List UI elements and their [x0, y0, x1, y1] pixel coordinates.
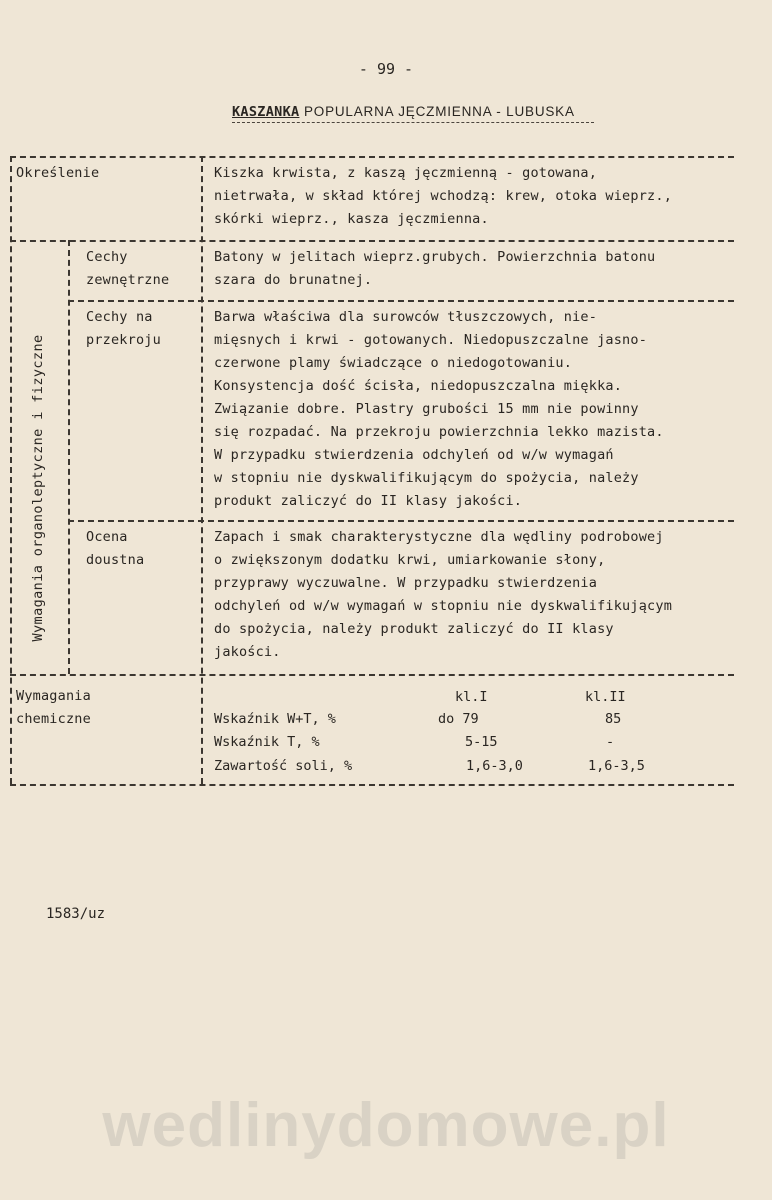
title-bold: KASZANKA [232, 104, 300, 120]
cechy-przekroj-text: Barwa właściwa dla surowców tłuszczowych, nie- mięsnych i krwi - gotowanych. Niedopuszczalne jasno- czerwone plamy świadczące o niedogotowaniu. Konsystencja dość ścisła, niedopuszczalna miękka. Związanie dobre. Plastry grubości 15 mm nie powinny się rozpadać. Na przekroju powierzchnia lekko mazista. W przypadku stwierdzenia odchyleń od w/w wymagań w stopniu nie dyskwalifikującym do spożycia, należy produkt zaliczyć do II klasy jakości. [214, 309, 664, 509]
page-number: - 99 - [358, 60, 414, 78]
watermark: wedlinydomowe.pl [102, 1091, 670, 1160]
document-title [232, 104, 575, 120]
title-underline [232, 122, 594, 123]
ocena-dousta-text: Zapach i smak charakterystyczne dla wędliny podrobowej o zwiększonym dodatku krwi, umiarkowanie słony, przyprawy wyczuwalne. W przypadku stwierdzenia odchyleń od w/w wymagań w stopniu nie dyskwalifikującym do spożycia, należy produkt zaliczyć do II klasy jakości. [214, 529, 673, 660]
okreslenie-label: Określenie [16, 165, 100, 181]
footer-code: 1583/uz [46, 906, 106, 922]
chem-row-kl1: do 79 [438, 711, 479, 727]
row-divider-3 [68, 520, 734, 522]
organoleptic-group-label: Wymagania organoleptyczne i fizyczne [30, 334, 46, 642]
chem-row-name: Zawartość soli, % [214, 758, 353, 774]
chemiczne-label: Wymagania chemiczne [16, 688, 91, 727]
row-divider-2 [68, 300, 734, 302]
chem-row-name: Wskaźnik T, % [214, 734, 320, 750]
ocena-dousta-label: Ocena doustna [86, 529, 145, 568]
title-rest: POPULARNA JĘCZMIENNA - LUBUSKA [299, 104, 575, 119]
table-left-border [10, 156, 12, 784]
chem-row-kl2: 1,6-3,5 [588, 758, 645, 774]
cechy-przekroj-label: Cechy na przekroju [86, 309, 161, 348]
chem-row-name: Wskaźnik W+T, % [214, 711, 336, 727]
row-divider-4 [10, 674, 734, 676]
chem-row-kl1: 5-15 [465, 734, 498, 750]
row-divider-1 [10, 240, 734, 242]
column-divider [201, 156, 203, 784]
table-top-border [10, 156, 734, 158]
col-header-kl2: kl.II [585, 689, 626, 705]
cechy-zewnetrzne-label: Cechy zewnętrzne [86, 249, 170, 288]
chem-row-kl2: 85 [605, 711, 622, 727]
group-divider [68, 240, 70, 674]
chem-row-kl1: 1,6-3,0 [466, 758, 523, 774]
chem-row-kl2: - [606, 734, 615, 750]
cechy-zewnetrzne-text: Batony w jelitach wieprz.grubych. Powierzchnia batonu szara do brunatnej. [214, 249, 656, 288]
table-bottom-border [10, 784, 734, 786]
okreslenie-text: Kiszka krwista, z kaszą jęczmienną - gotowana, nietrwała, w skład której wchodzą: krew, otoka wieprz., skórki wieprz., kasza jęczmienna. [214, 165, 673, 227]
col-header-kl1: kl.I [455, 689, 488, 705]
